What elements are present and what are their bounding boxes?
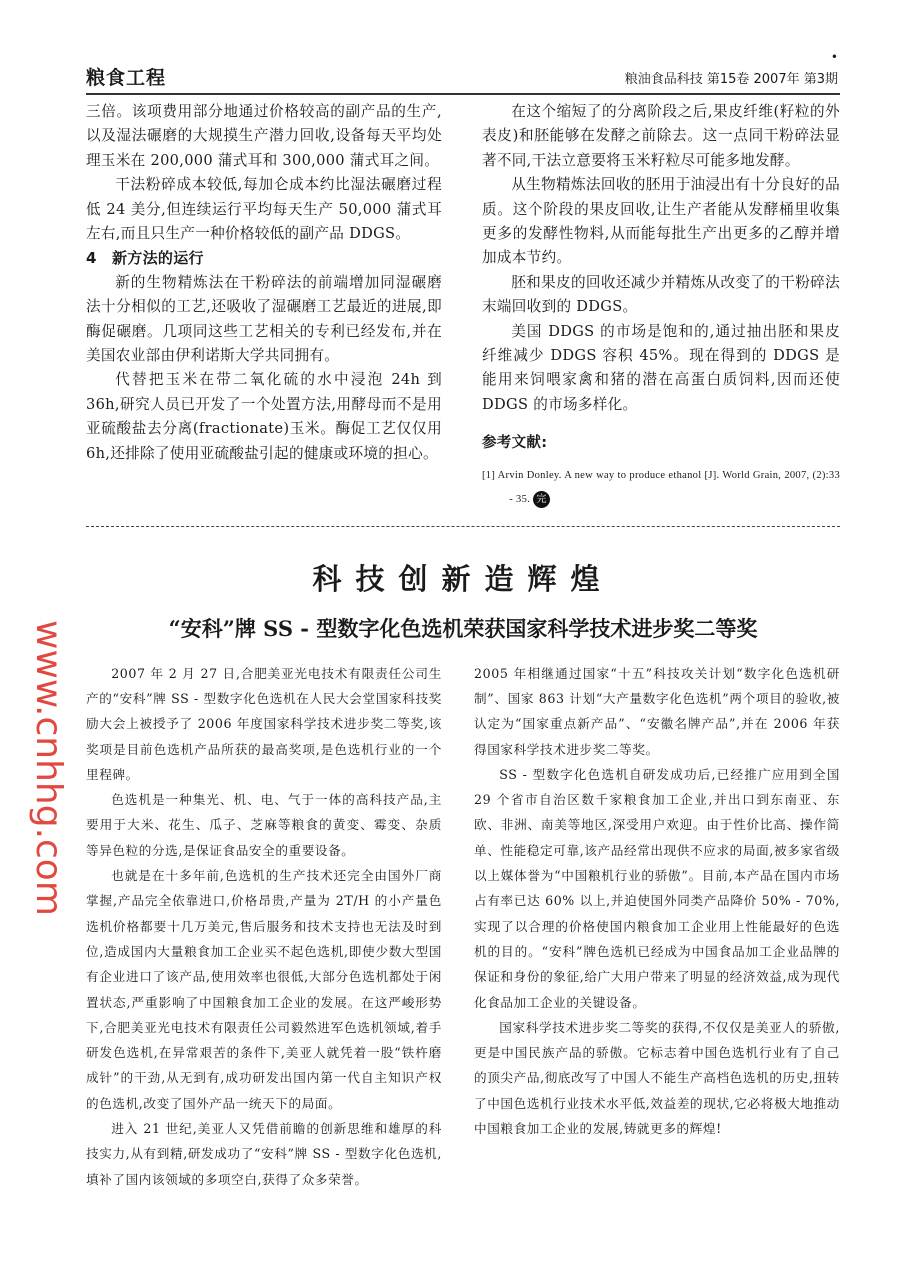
paragraph: 干法粉碎成本较低,每加仑成本约比湿法碾磨过程低 24 美分,但连续运行平均每天生产 50,000 蒲式耳左右,而且只生产一种价格较低的副产品 DDGS。 bbox=[86, 176, 442, 243]
section-title: 新方法的运行 bbox=[112, 249, 204, 268]
header-dot: • bbox=[830, 50, 838, 64]
article-right-column bbox=[474, 661, 840, 1142]
running-header-journal: 粮油食品科技 第15卷 2007年 第3期 bbox=[624, 72, 838, 87]
upper-columns bbox=[86, 100, 840, 512]
paragraph: 三倍。该项费用部分地通过价格较高的副产品的生产,以及湿法碾磨的大规摸生产潜力回收,设备每天平均处理玉米在 200,000 蒲式耳和 300,000 蒲式耳之间。 bbox=[86, 103, 442, 169]
paragraph: 色选机是一种集光、机、电、气于一体的高科技产品,主要用于大米、花生、瓜子、芝麻等粮食的黄变、霉变、杂质等异色粒的分选,是保证食品安全的重要设备。 bbox=[86, 792, 442, 858]
paragraph: SS - 型数字化色选机自研发成功后,已经推广应用到全国 29 个省市自治区数千家粮食加工企业,并出口到东南亚、东欧、非洲、南美等地区,深受用户欢迎。由于性价比高、操作简单、性能稳定可靠,该产品经常出现供不应求的局面,被多家省级以上媒体誉为“中国粮机行业的骄傲”。目前,本产品在国内市场占有率已达 60% 以上,并迫使国外同类产品降价 50% - 70%,实现了以合理的价格使国内粮食加工企业用上性能最好的色选机的目的。“安科”牌色选机已经成为中国食品加工企业品牌的保证和身份的象征,给广大用户带来了明显的经济效益,成为现代化食品加工企业的关键设备。 bbox=[474, 766, 840, 1010]
reference-text: [1] Arvin Donley. A new way to produce ethanol [J]. World Grain, 2007, (2):33 - 35. bbox=[482, 469, 840, 505]
section-heading bbox=[86, 246, 442, 270]
article-left-column bbox=[86, 661, 442, 1192]
paragraph: 也就是在十多年前,色选机的生产技术还完全由国外厂商掌握,产品完全依靠进口,价格昂贵,产量为 2T/H 的小产量色选机价格都要十几万美元,售后服务和技术支持也无法及时到位,造成国内大量粮食加工企业买不起色选机,即使少数大型国有企业进口了该产品,使用效率也很低,大部分色选机都处于闲置状态,严重影响了中国粮食加工企业的发展。在这严峻形势下,合肥美亚光电技术有限责任公司毅然进军色选机领域,着手研发色选机,在异常艰苦的条件下,美亚人就凭着一股“铁杵磨成针”的干劲,从无到有,成功研发出国内第一代自主知识产权的色选机,改变了国外产品一统天下的局面。 bbox=[86, 868, 442, 1111]
running-header-section: 粮食工程 bbox=[86, 67, 167, 89]
paragraph: 在这个缩短了的分离阶段之后,果皮纤维(籽粒的外表皮)和胚能够在发酵之前除去。这一点同干粉碎法显著不同,干法立意要将玉米籽粒尽可能多地发酵。 bbox=[482, 103, 840, 169]
article-subtitle: “安科”牌 SS - 型数字化色选机荣获国家科学技术进步奖二等奖 bbox=[168, 615, 758, 641]
paragraph: 代替把玉米在带二氧化硫的水中浸泡 24h 到 36h,研究人员已开发了一个处置方法,用酵母而不是用亚硫酸盐去分离(fractionate)玉米。酶促工艺仅仅用 6h,还排除了使用亚硫酸盐引起的健康或环境的担心。 bbox=[86, 371, 442, 462]
upper-left-column bbox=[86, 100, 442, 466]
paragraph: 胚和果皮的回收还减少并精炼从改变了的干粉碎法末端回收到的 DDGS。 bbox=[482, 273, 840, 316]
article-title: 科技创新造辉煌 bbox=[312, 561, 614, 596]
article-columns bbox=[86, 661, 840, 1192]
paragraph: 2007 年 2 月 27 日,合肥美亚光电技术有限责任公司生产的“安科”牌 SS - 型数字化色选机在人民大会堂国家科技奖励大会上被授予了 2006 年度国家科学技术进步奖二等奖,该奖项是目前色选机产品所获的最高奖项,是色选机行业的一个里程碑。 bbox=[86, 665, 442, 782]
end-mark-icon: 完 bbox=[533, 491, 550, 508]
references-heading: 参考文献: bbox=[482, 435, 548, 452]
watermark: www.cnhhg.com bbox=[28, 620, 69, 916]
reference-item bbox=[482, 464, 840, 512]
paragraph: 国家科学技术进步奖二等奖的获得,不仅仅是美亚人的骄傲,更是中国民族产品的骄傲。它标志着中国色选机行业有了自己的顶尖产品,彻底改写了中国人不能生产高档色选机的历史,扭转了中国色选机行业技术水平低,效益差的现状,它必将极大地推动中国粮食加工企业的发展,铸就更多的辉煌! bbox=[474, 1019, 840, 1137]
paragraph: 进入 21 世纪,美亚人又凭借前瞻的创新思维和雄厚的科技实力,从有到精,研发成功了“安科”牌 SS - 型数字化色选机,填补了国内该领域的多项空白,获得了众多荣誉。 bbox=[86, 1121, 442, 1187]
header-rule bbox=[86, 93, 840, 95]
section-number: 4 bbox=[86, 249, 97, 268]
paragraph: 新的生物精炼法在干粉碎法的前端增加同湿碾磨法十分相似的工艺,还吸收了湿碾磨工艺最近的进展,即酶促碾磨。几项同这些工艺相关的专利已经发布,并在美国农业部由伊利诺斯大学共同拥有。 bbox=[86, 273, 442, 365]
paragraph: 2005 年相继通过国家“十五”科技攻关计划“数字化色选机研制”、国家 863 计划“大产量数字化色选机”两个项目的验收,被认定为“国家重点新产品”、“安徽名牌产品”,并在 2006 年获得国家科学技术进步奖二等奖。 bbox=[474, 665, 840, 757]
paragraph: 从生物精炼法回收的胚用于油浸出有十分良好的品质。这个阶段的果皮回收,让生产者能从发酵桶里收集更多的发酵性物料,从而能每批生产出更多的乙醇并增加成本节约。 bbox=[482, 176, 840, 267]
page-body bbox=[86, 100, 840, 1212]
upper-right-column bbox=[482, 100, 840, 512]
dashed-divider bbox=[86, 526, 840, 527]
paragraph: 美国 DDGS 的市场是饱和的,通过抽出胚和果皮纤维减少 DDGS 容积 45%。现在得到的 DDGS 是能用来饲喂家禽和猪的潜在高蛋白质饲料,因而还使 DDGS 的市场多样化。 bbox=[482, 322, 840, 413]
